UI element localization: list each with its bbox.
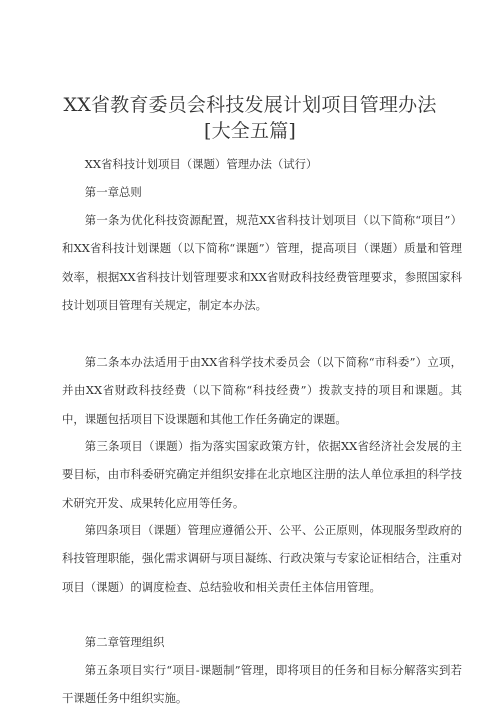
chapter-heading: 第二章管理组织 (84, 635, 165, 649)
document-title: XX省教育委员会科技发展计划项目管理办法 (63, 94, 437, 116)
article-paragraph: 第二条本办法适用于由XX省科学技术委员会（以下简称“市科委”）立项，并由XX省财政科技经费（以下简称“科技经费”）拨款支持的项目和课题。其中，课题包括项目下设课题和其他工作任务确定的课题。 (62, 355, 462, 426)
chapter-heading: 第一章总则 (84, 185, 142, 199)
article-paragraph: 第一条为优化科技资源配置，规范XX省科技计划项目（以下简称“项目”）和XX省科技计划课题（以下简称“课题”）管理，提高项目（课题）质量和管理效率，根据XX省科技计划管理要求和XX省财政科技经费管理要求，参照国家科技计划项目管理有关规定，制定本办法。 (62, 213, 462, 312)
document-subtitle: [大全五篇] (203, 120, 297, 142)
document-subheading: XX省科技计划项目（课题）管理办法（试行） (84, 157, 318, 171)
article-paragraph: 第四条项目（课题）管理应遵循公开、公平、公正原则，体现服务型政府的科技管理职能，强化需求调研与项目凝练、行政决策与专家论证相结合，注重对项目（课题）的调度检查、总结验收和相关责任主体信用管理。 (62, 523, 462, 594)
article-paragraph: 第三条项目（课题）指为落实国家政策方针，依据XX省经济社会发展的主要目标，由市科委研究确定并组织安排在北京地区注册的法人单位承担的科学技术研究开发、成果转化应用等任务。 (62, 439, 462, 510)
article-paragraph: 第五条项目实行“项目-课题制”管理，即将项目的任务和目标分解落实到若干课题任务中组织实施。 (62, 663, 462, 706)
